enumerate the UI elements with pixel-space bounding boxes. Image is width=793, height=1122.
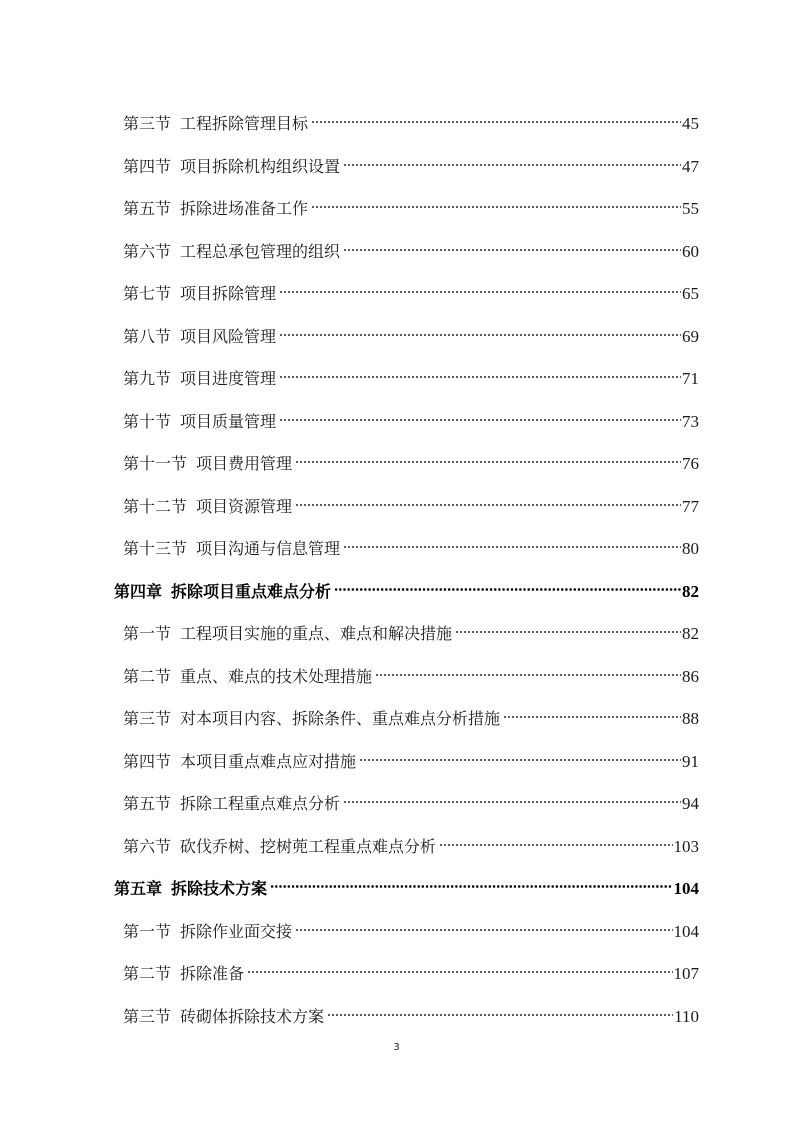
dot-leader (375, 656, 681, 682)
dot-leader (311, 103, 681, 129)
toc-entry-number: 第四节 (123, 157, 172, 176)
dot-leader (503, 698, 681, 724)
toc-entry-number: 第三节 (123, 114, 172, 133)
toc-chapter-entry[interactable] (114, 868, 699, 898)
toc-entry-page: 69 (682, 327, 699, 346)
toc-entry-number: 第三节 (123, 1007, 172, 1026)
toc-entry[interactable] (123, 401, 699, 431)
toc-entry[interactable] (123, 613, 699, 643)
dot-leader (359, 741, 681, 767)
toc-entry-number: 第二节 (123, 964, 172, 983)
toc-entry-number: 第一节 (123, 624, 172, 643)
toc-entry[interactable] (123, 443, 699, 473)
toc-entry-number: 第六节 (123, 837, 172, 856)
toc-entry-page: 55 (682, 199, 699, 218)
dot-leader (295, 486, 681, 512)
toc-entry-title: 项目拆除管理 (180, 284, 277, 303)
dot-leader (334, 571, 681, 597)
dot-leader (343, 146, 681, 172)
toc-entry-title: 工程项目实施的重点、难点和解决措施 (180, 624, 453, 643)
toc-entry-page: 104 (673, 922, 699, 941)
dot-leader (279, 401, 681, 427)
toc-entry-title: 项目拆除机构组织设置 (180, 157, 341, 176)
toc-entry-title: 对本项目内容、拆除条件、重点难点分析措施 (180, 709, 501, 728)
toc-entry-title: 本项目重点难点应对措施 (180, 752, 357, 771)
toc-entry-number: 第六节 (123, 242, 172, 261)
toc-entry-number: 第五节 (123, 794, 172, 813)
toc-entry-page: 80 (682, 539, 699, 558)
toc-entry-title: 砍伐乔树、挖树蔸工程重点难点分析 (180, 837, 437, 856)
dot-leader (311, 188, 681, 214)
toc-entry-title: 拆除工程重点难点分析 (180, 794, 341, 813)
toc-entry-page: 60 (682, 242, 699, 261)
dot-leader (295, 911, 672, 937)
toc-entry[interactable] (123, 486, 699, 516)
toc-entry[interactable] (123, 911, 699, 941)
dot-leader (295, 443, 681, 469)
toc-entry-title: 拆除作业面交接 (180, 922, 293, 941)
toc-chapter-entry[interactable] (114, 571, 699, 601)
toc-entry-page: 94 (682, 794, 699, 813)
toc-entry-page: 65 (682, 284, 699, 303)
dot-leader (343, 231, 681, 257)
dot-leader (247, 953, 672, 979)
toc-entry-number: 第九节 (123, 369, 172, 388)
toc-entry-number: 第五节 (123, 199, 172, 218)
toc-entry-number: 第二节 (123, 667, 172, 686)
toc-chapter-number: 第五章 (114, 879, 163, 898)
toc-entry[interactable] (123, 698, 699, 728)
toc-entry-page: 103 (673, 837, 699, 856)
toc-entry[interactable] (123, 656, 699, 686)
toc-entry-page: 91 (682, 752, 699, 771)
toc-entry-number: 第十节 (123, 412, 172, 431)
toc-entry-page: 76 (682, 454, 699, 473)
toc-entry-number: 第八节 (123, 327, 172, 346)
toc-entry-title: 工程总承包管理的组织 (180, 242, 341, 261)
dot-leader (343, 528, 681, 554)
toc-entry-number: 第三节 (123, 709, 172, 728)
toc-entry-title: 拆除准备 (180, 964, 245, 983)
dot-leader (343, 783, 681, 809)
toc-entry[interactable] (123, 188, 699, 218)
toc-entry-title: 项目沟通与信息管理 (196, 539, 341, 558)
toc-entry[interactable] (123, 528, 699, 558)
toc-entry-title: 项目质量管理 (180, 412, 277, 431)
toc-entry-title: 项目费用管理 (196, 454, 293, 473)
toc-chapter-page: 104 (673, 879, 699, 898)
toc-entry-page: 45 (682, 114, 699, 133)
toc-entry-number: 第十三节 (123, 539, 188, 558)
dot-leader (439, 826, 672, 852)
toc-entry-title: 工程拆除管理目标 (180, 114, 309, 133)
toc-entry[interactable] (123, 996, 699, 1026)
toc-entry-title: 拆除进场准备工作 (180, 199, 309, 218)
toc-entry[interactable] (123, 146, 699, 176)
toc-entry[interactable] (123, 953, 699, 983)
dot-leader (279, 358, 681, 384)
toc-entry[interactable] (123, 273, 699, 303)
toc-entry-title: 项目进度管理 (180, 369, 277, 388)
toc-entry[interactable] (123, 826, 699, 856)
toc-entry-page: 110 (674, 1007, 699, 1026)
toc-entry-number: 第一节 (123, 922, 172, 941)
dot-leader (455, 613, 681, 639)
toc-chapter-number: 第四章 (114, 582, 163, 601)
toc-entry-page: 86 (682, 667, 699, 686)
toc-entry-number: 第七节 (123, 284, 172, 303)
toc-entry[interactable] (123, 783, 699, 813)
page-number: 3 (393, 1042, 400, 1053)
toc-entry[interactable] (123, 103, 699, 133)
toc-entry-page: 71 (682, 369, 699, 388)
dot-leader (327, 996, 673, 1022)
toc-entry-title: 重点、难点的技术处理措施 (180, 667, 373, 686)
toc-entry-page: 107 (673, 964, 699, 983)
toc-entry-number: 第四节 (123, 752, 172, 771)
toc-chapter-title: 拆除技术方案 (171, 879, 268, 898)
toc-entry-number: 第十一节 (123, 454, 188, 473)
dot-leader (270, 868, 672, 894)
toc-entry-page: 73 (682, 412, 699, 431)
toc-entry-title: 砖砌体拆除技术方案 (180, 1007, 325, 1026)
dot-leader (279, 316, 681, 342)
dot-leader (279, 273, 681, 299)
toc-entry[interactable] (123, 316, 699, 346)
toc-entry-page: 47 (682, 157, 699, 176)
toc-entry-title: 项目风险管理 (180, 327, 277, 346)
toc-entry-page: 82 (682, 624, 699, 643)
toc-entry[interactable] (123, 231, 699, 261)
toc-entry-number: 第十二节 (123, 497, 188, 516)
toc-entry[interactable] (123, 358, 699, 388)
toc-entry-title: 项目资源管理 (196, 497, 293, 516)
toc-entry[interactable] (123, 741, 699, 771)
toc-chapter-title: 拆除项目重点难点分析 (171, 582, 332, 601)
toc-entry-page: 77 (682, 497, 699, 516)
toc-chapter-page: 82 (682, 582, 699, 601)
toc-entry-page: 88 (682, 709, 699, 728)
